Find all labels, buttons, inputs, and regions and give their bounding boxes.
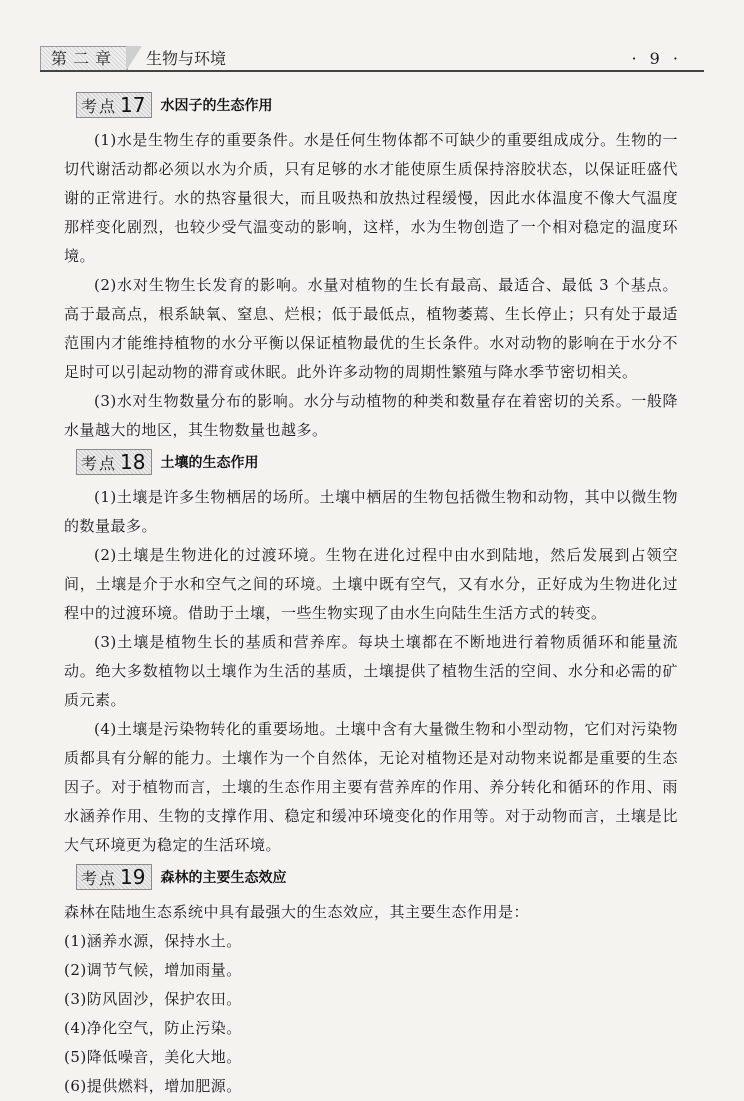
- section-18: [64, 447, 678, 860]
- chapter-label: 第二章: [40, 46, 128, 72]
- kaodian-number: 18: [120, 450, 146, 474]
- section-intro: 森林在陆地生态系统中具有最强大的生态效应，其主要生态作用是：: [64, 903, 530, 921]
- section-17: [64, 90, 678, 445]
- chapter-tab-decoration: [126, 46, 142, 71]
- header-divider: [40, 70, 704, 72]
- paragraph: (2)土壤是生物进化的过渡环境。生物在进化过程中由水到陆地，然后发展到占领空间，土壤是介于水和空气之间的环境。土壤中既有空气，又有水分，正好成为生物进化过程中的过渡环境。借助于土壤，一些生物实现了由水生向陆生生活方式的转变。: [64, 546, 678, 622]
- paragraph: (1)水是生物生存的重要条件。水是任何生物体都不可缺少的重要组成成分。生物的一切代谢活动都必须以水为介质，只有足够的水才能使原生质保持溶胶状态，以保证旺盛代谢的正常进行。水的热容量很大，而且吸热和放热过程缓慢，因此水体温度不像大气温度那样变化剧烈，也较少受气温变动的影响，这样，水为生物创造了一个相对稳定的温度环境。: [64, 131, 678, 265]
- section-heading: [64, 447, 678, 477]
- kaodian-label: 考点: [81, 868, 118, 888]
- list-item: (2)调节气候，增加雨量。: [64, 961, 242, 979]
- kaodian-badge: [76, 864, 152, 890]
- page-number: · 9 ·: [631, 49, 682, 68]
- page-header: [40, 42, 704, 70]
- section-heading: [64, 90, 678, 120]
- section-title: 水因子的生态作用: [160, 98, 273, 114]
- chapter-title: 生物与环境: [146, 49, 227, 68]
- section-title: 森林的主要生态效应: [160, 870, 287, 886]
- paragraph: (4)土壤是污染物转化的重要场地。土壤中含有大量微生物和小型动物，它们对污染物质都具有分解的能力。土壤作为一个自然体，无论对植物还是对动物来说都是重要的生态因子。对于植物而言，土壤的生态作用主要有营养库的作用、养分转化和循环的作用、雨水涵养作用、生物的支撑作用、稳定和缓冲环境变化的作用等。对于动物而言，土壤是比大气环境更为稳定的生活环境。: [64, 720, 678, 854]
- list-item: (5)降低噪音，美化大地。: [64, 1048, 242, 1066]
- paragraph: (1)土壤是许多生物栖居的场所。土壤中栖居的生物包括微生物和动物，其中以微生物的数量最多。: [64, 488, 678, 535]
- kaodian-label: 考点: [81, 453, 118, 473]
- paragraph: (3)土壤是植物生长的基质和营养库。每块土壤都在不断地进行着物质循环和能量流动。绝大多数植物以土壤作为生活的基质，土壤提供了植物生活的空间、水分和必需的矿质元素。: [64, 633, 678, 709]
- kaodian-number: 17: [120, 93, 146, 117]
- kaodian-number: 19: [120, 865, 146, 889]
- paragraph: (2)水对生物生长发育的影响。水量对植物的生长有最高、最适合、最低 3 个基点。高于最高点，根系缺氧、窒息、烂根；低于最低点，植物萎蔫、生长停止；只有处于最适范围内才能维持植物的水分平衡以保证植物最优的生长条件。水对动物的影响在于水分不足时可以引起动物的滞育或休眠。此外许多动物的周期性繁殖与降水季节密切相关。: [64, 276, 678, 381]
- kaodian-badge: [76, 449, 152, 475]
- list-item: (3)防风固沙，保护农田。: [64, 990, 242, 1008]
- list-item: (1)涵养水源，保持水土。: [64, 932, 242, 950]
- list-item: (4)净化空气，防止污染。: [64, 1019, 242, 1037]
- kaodian-label: 考点: [81, 96, 118, 116]
- section-19: [64, 862, 678, 1101]
- kaodian-badge: [76, 92, 152, 118]
- page-content: [64, 90, 678, 1101]
- section-heading: [64, 862, 678, 892]
- section-title: 土壤的生态作用: [160, 455, 259, 471]
- list-item: (6)提供燃料，增加肥源。: [64, 1077, 242, 1095]
- paragraph: (3)水对生物数量分布的影响。水分与动植物的种类和数量存在着密切的关系。一般降水量越大的地区，其生物数量也越多。: [64, 392, 678, 439]
